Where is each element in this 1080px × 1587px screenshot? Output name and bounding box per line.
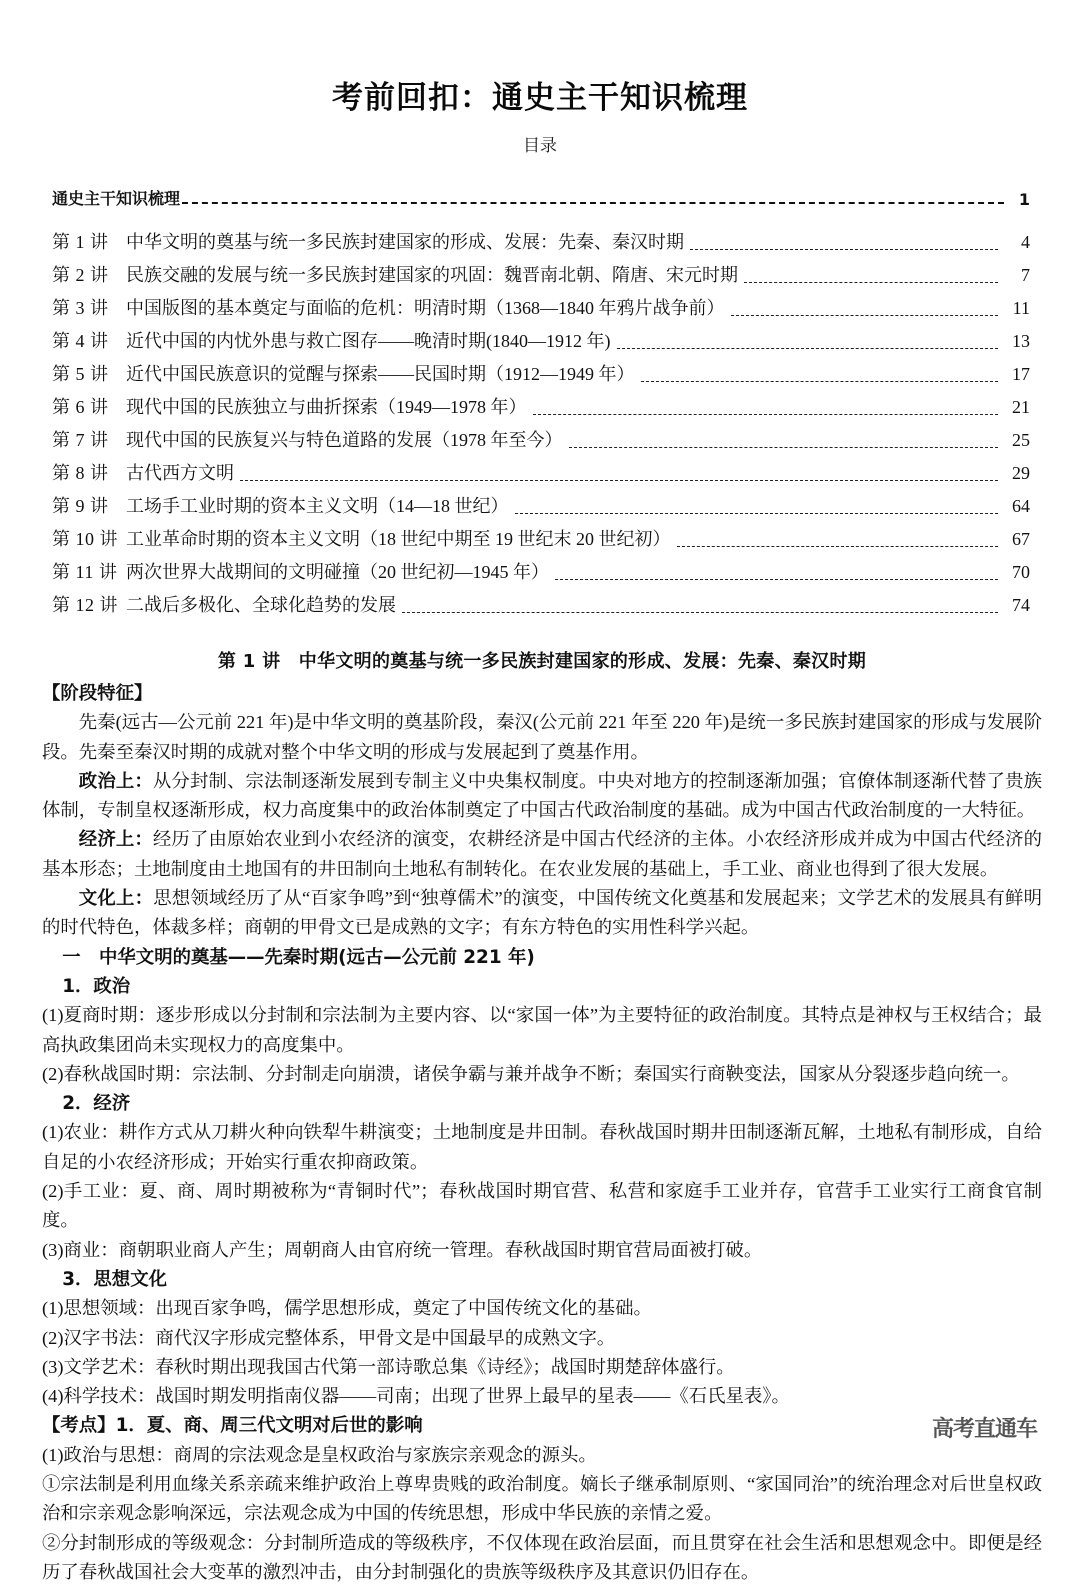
toc-leader-line: [677, 546, 999, 547]
toc-entry-label: 工场手工业时期的资本主义文明（14—18 世纪）: [126, 496, 509, 516]
toc-entry-number: 第 2 讲: [52, 265, 109, 285]
toc-leader-line: [515, 513, 999, 514]
toc-leader-line: [731, 315, 999, 316]
toc-entry-label: 现代中国的民族复兴与特色道路的发展（1978 年至今）: [126, 430, 563, 450]
toc-leader-line: [569, 447, 999, 448]
toc-entry-number: 第 8 讲: [52, 463, 109, 483]
culture-paragraph: [42, 884, 1042, 943]
table-of-contents: [0, 186, 1080, 621]
toc-entry[interactable]: [52, 227, 1030, 258]
toc-entry[interactable]: [52, 557, 1030, 588]
toc-entry[interactable]: [52, 491, 1030, 522]
toc-entry[interactable]: [52, 392, 1030, 423]
exam-point-heading: 【考点】1．夏、商、周三代文明对后世的影响: [42, 1415, 423, 1437]
toc-leader-line: [744, 282, 998, 283]
toc-entry-number: 第 10 讲: [52, 529, 118, 549]
culture-item-3: (3)文学艺术：春秋时期出现我国古代第一部诗歌总集《诗经》；战国时期楚辞体盛行。: [42, 1356, 735, 1377]
economy-body-text: 经历了由原始农业到小农经济的演变，农耕经济是中国古代经济的主体。小农经济形成并成为中国古代经济的基本形态；土地制度由土地国有的井田制向土地私有制转化。在农业发展的基础上，手工业、商业也得到了很大发展。: [42, 829, 1042, 879]
toc-entry-label: 中华文明的奠基与统一多民族封建国家的形成、发展：先秦、秦汉时期: [126, 232, 684, 252]
economy-item-3: (3)商业：商朝职业商人产生；周朝商人由官府统一管理。春秋战国时期官营局面被打破。: [42, 1239, 763, 1260]
culture-body-text: 思想领域经历了从“百家争鸣”到“独尊儒术”的演变，中国传统文化奠基和发展起来；文学艺术的发展具有鲜明的时代特色，体裁多样；商朝的甲骨文已是成熟的文字；有东方特色的实用性科学兴起。: [42, 888, 1042, 938]
watermark: 高考直通车: [932, 1417, 1038, 1442]
toc-leader-line: [240, 480, 998, 481]
toc-entry[interactable]: [52, 359, 1030, 390]
toc-entry-label: 两次世界大战期间的文明碰撞（20 世纪初—1945 年）: [126, 562, 549, 582]
exam-point-item-1a: ①宗法制是利用血缘关系亲疏来维护政治上尊卑贵贱的政治制度。嫡长子继承制原则、“家国同治”的统治理念对后世皇权政治和宗亲观念影响深远，宗法观念成为中国的传统思想，形成中华民族的亲情之爱。: [42, 1474, 1042, 1524]
toc-leader-line: [533, 414, 999, 415]
body-content: [0, 647, 1080, 1587]
politics-item-2: (2)春秋战国时期：宗法制、分封制走向崩溃，诸侯争霸与兼并战争不断；秦国实行商鞅变法，国家从分裂逐步趋向统一。: [42, 1063, 1020, 1084]
toc-entry-label: 近代中国的内忧外患与救亡图存——晚清时期(1840—1912 年): [126, 331, 611, 351]
politics-lead-label: 政治上：: [78, 770, 153, 792]
subsection-heading-roman-one: 一 中华文明的奠基——先秦时期(远古—公元前 221 年): [62, 946, 535, 968]
economy-item-2: (2)手工业：夏、商、周时期被称为“青铜时代”；春秋战国时期官营、私营和家庭手工业并存，官营手工业实行工商食官制度。: [42, 1181, 1042, 1231]
subsection-heading-1-politics: 1．政治: [62, 975, 131, 997]
toc-entry-page: 70: [1012, 562, 1030, 582]
toc-entry-page: 74: [1012, 595, 1030, 615]
toc-entry-number: 第 5 讲: [52, 364, 109, 384]
economy-paragraph: [42, 825, 1042, 884]
toc-entry[interactable]: [52, 425, 1030, 456]
economy-item-1: (1)农业：耕作方式从刀耕火种向铁犁牛耕演变；土地制度是井田制。春秋战国时期井田制逐渐瓦解，土地私有制形成，自给自足的小农经济形成；开始实行重农抑商政策。: [42, 1122, 1042, 1172]
toc-entry-number: 第 9 讲: [52, 496, 109, 516]
politics-item-1: (1)夏商时期：逐步形成以分封制和宗法制为主要内容、以“家国一体”为主要特征的政治制度。其特点是神权与王权结合；最高执政集团尚未实现权力的高度集中。: [42, 1005, 1042, 1055]
toc-leader-line: [690, 249, 998, 250]
toc-entry-label: 近代中国民族意识的觉醒与探索——民国时期（1912—1949 年）: [126, 364, 635, 384]
exam-point-item-1: (1)政治与思想：商周的宗法观念是皇权政治与家族宗亲观念的源头。: [42, 1444, 597, 1465]
subsection-heading-3-culture: 3．思想文化: [62, 1268, 167, 1290]
toc-entry-label: 现代中国的民族独立与曲折探索（1949—1978 年）: [126, 397, 527, 417]
toc-entry-number: 第 3 讲: [52, 298, 109, 318]
toc-entry-page: 64: [1012, 496, 1030, 516]
toc-entry-label: 二战后多极化、全球化趋势的发展: [126, 595, 396, 615]
toc-entry[interactable]: [52, 458, 1030, 489]
culture-lead-label: 文化上：: [78, 888, 154, 910]
toc-leader-line: [555, 579, 998, 580]
toc-entry-page: 11: [1012, 298, 1030, 318]
toc-entry-label: 工业革命时期的资本主义文明（18 世纪中期至 19 世纪末 20 世纪初）: [126, 529, 671, 549]
toc-entry[interactable]: [52, 326, 1030, 357]
toc-entry-number: 第 6 讲: [52, 397, 109, 417]
culture-item-2: (2)汉字书法：商代汉字形成完整体系，甲骨文是中国最早的成熟文字。: [42, 1327, 616, 1348]
toc-entry-number: 第 12 讲: [52, 595, 118, 615]
culture-item-4: (4)科学技术：战国时期发明指南仪器——司南；出现了世界上最早的星表——《石氏星表》。: [42, 1386, 790, 1407]
subsection-heading-2-economy: 2．经济: [62, 1093, 131, 1115]
toc-head-label: 通史主干知识梳理: [52, 189, 181, 208]
culture-item-1: (1)思想领域：出现百家争鸣，儒学思想形成，奠定了中国传统文化的基础。: [42, 1298, 652, 1319]
toc-entry-label: 中国版图的基本奠定与面临的危机：明清时期（1368—1840 年鸦片战争前）: [126, 298, 725, 318]
toc-entry[interactable]: [52, 293, 1030, 324]
toc-entry-page: 4: [1021, 232, 1030, 252]
toc-entry-page: 29: [1012, 463, 1030, 483]
exam-point-item-1b: ②分封制形成的等级观念：分封制所造成的等级秩序，不仅体现在政治层面，而且贯穿在社会生活和思想观念中。即便是经历了春秋战国社会大变革的激烈冲击，由分封制强化的贵族等级秩序及其意识仍旧存在。: [42, 1532, 1042, 1582]
toc-entry-page: 25: [1012, 430, 1030, 450]
toc-entry-number: 第 4 讲: [52, 331, 109, 351]
toc-entry-label: 民族交融的发展与统一多民族封建国家的巩固：魏晋南北朝、隋唐、宋元时期: [126, 265, 738, 285]
toc-entry-page: 67: [1012, 529, 1030, 549]
toc-entry[interactable]: [52, 524, 1030, 555]
toc-entry-number: 第 1 讲: [52, 232, 109, 252]
stage-intro-paragraph: 先秦(远古—公元前 221 年)是中华文明的奠基阶段，秦汉(公元前 221 年至 220 年)是统一多民族封建国家的形成与发展阶段。先秦至秦汉时期的成就对整个中华文明的形成与发展起到了奠基作用。: [42, 712, 1042, 762]
politics-body-text: 从分封制、宗法制逐渐发展到专制主义中央集权制度。中央对地方的控制逐渐加强；官僚体制逐渐代替了贵族体制，专制皇权逐渐形成，权力高度集中的政治体制奠定了中国古代政治制度的基础。成为中国古代政治制度的一大特征。: [42, 770, 1042, 821]
toc-entry[interactable]: [52, 260, 1030, 291]
page-title: 考前回扣：通史主干知识梳理: [332, 80, 748, 116]
toc-head-page: 1: [1018, 190, 1030, 209]
toc-entry[interactable]: [52, 590, 1030, 621]
toc-entry-page: 17: [1012, 364, 1030, 384]
toc-entry-number: 第 11 讲: [52, 562, 118, 582]
economy-lead-label: 经济上：: [78, 829, 153, 851]
toc-entry-label: 古代西方文明: [126, 463, 234, 483]
toc-leader-line: [641, 381, 999, 382]
toc-entry-page: 7: [1021, 265, 1030, 285]
toc-entry-page: 13: [1012, 331, 1030, 351]
toc-leader-line: [402, 612, 998, 613]
toc-leader-line: [182, 202, 1004, 204]
politics-paragraph: [42, 767, 1042, 826]
stage-feature-heading: 【阶段特征】: [42, 683, 153, 704]
toc-entry-page: 21: [1012, 397, 1030, 417]
section-heading: 第 1 讲 中华文明的奠基与统一多民族封建国家的形成、发展：先秦、秦汉时期: [217, 651, 867, 672]
toc-leader-line: [617, 348, 999, 349]
toc-entry-number: 第 7 讲: [52, 430, 109, 450]
toc-head-row[interactable]: [52, 186, 1030, 209]
page-subtitle: 目录: [523, 136, 557, 155]
